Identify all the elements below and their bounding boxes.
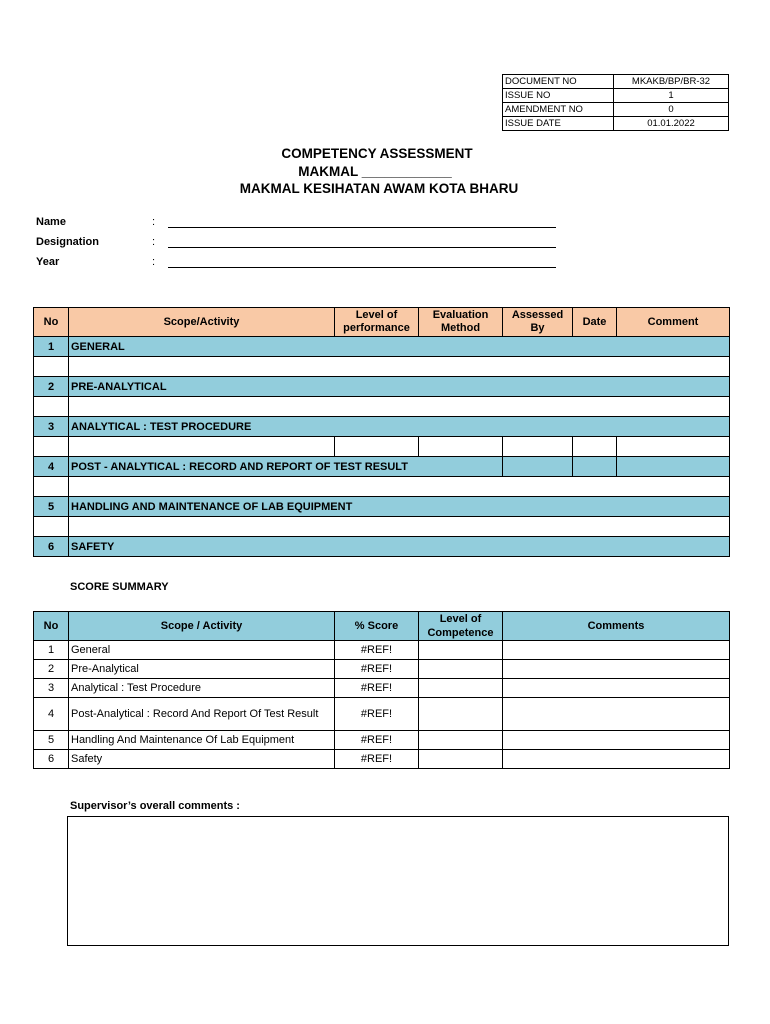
score-no: 6: [34, 750, 69, 769]
entry-cell[interactable]: [34, 517, 69, 537]
supervisor-comments-label: Supervisor’s overall comments :: [70, 800, 240, 812]
score-value: #REF!: [335, 750, 419, 769]
score-header-level: Level of Competence: [419, 612, 503, 641]
section-label: POST - ANALYTICAL : RECORD AND REPORT OF TEST RESULT: [69, 457, 503, 477]
score-value: #REF!: [335, 731, 419, 750]
organization-title: MAKMAL KESIHATAN AWAM KOTA BHARU: [239, 181, 519, 196]
level-cell[interactable]: [419, 698, 503, 731]
header-assessed: Assessed By: [503, 308, 573, 337]
document-info-table: [502, 74, 729, 131]
comments-cell[interactable]: [503, 641, 730, 660]
score-header-no: No: [34, 612, 69, 641]
entry-row: [34, 397, 730, 417]
name-label: Name: [36, 216, 66, 228]
colon: :: [152, 256, 156, 268]
section-no: 5: [34, 497, 69, 517]
colon: :: [152, 236, 156, 248]
section-no: 3: [34, 417, 69, 437]
score-summary-table: [33, 611, 730, 769]
score-no: 5: [34, 731, 69, 750]
entry-cell[interactable]: [34, 437, 69, 457]
section-no: 1: [34, 337, 69, 357]
score-header-row: [34, 612, 730, 641]
section-no: 4: [34, 457, 69, 477]
score-no: 2: [34, 660, 69, 679]
comments-cell[interactable]: [503, 660, 730, 679]
section-row: [34, 457, 730, 477]
doc-info-value: 01.01.2022: [614, 117, 729, 131]
entry-row: [34, 437, 730, 457]
score-row: [34, 679, 730, 698]
doc-info-row: [503, 75, 729, 89]
doc-info-row: [503, 89, 729, 103]
score-activity: Post-Analytical : Record And Report Of Test Result: [69, 698, 335, 731]
page-title: COMPETENCY ASSESSMENT: [281, 146, 473, 161]
doc-info-label: DOCUMENT NO: [503, 75, 614, 89]
score-header-score: % Score: [335, 612, 419, 641]
doc-info-label: ISSUE DATE: [503, 117, 614, 131]
score-row: [34, 660, 730, 679]
entry-cell[interactable]: [419, 437, 503, 457]
entry-cell[interactable]: [617, 437, 730, 457]
doc-info-value: 0: [614, 103, 729, 117]
designation-field: [36, 236, 556, 248]
entry-cell[interactable]: [69, 517, 730, 537]
score-value: #REF!: [335, 641, 419, 660]
doc-info-row: [503, 117, 729, 131]
section-no: 6: [34, 537, 69, 557]
score-activity: General: [69, 641, 335, 660]
section-label: PRE-ANALYTICAL: [69, 377, 730, 397]
section-label: HANDLING AND MAINTENANCE OF LAB EQUIPMENT: [69, 497, 730, 517]
header-comment: Comment: [617, 308, 730, 337]
section-cell: [503, 457, 573, 477]
section-row: [34, 417, 730, 437]
comments-cell[interactable]: [503, 750, 730, 769]
section-row: [34, 377, 730, 397]
entry-cell[interactable]: [69, 477, 730, 497]
supervisor-comments-box[interactable]: [67, 816, 729, 946]
score-header-comments: Comments: [503, 612, 730, 641]
header-method: Evaluation Method: [419, 308, 503, 337]
entry-row: [34, 357, 730, 377]
entry-cell[interactable]: [573, 437, 617, 457]
section-no: 2: [34, 377, 69, 397]
section-label: SAFETY: [69, 537, 730, 557]
level-cell[interactable]: [419, 641, 503, 660]
comments-cell[interactable]: [503, 698, 730, 731]
name-input-line[interactable]: [168, 217, 556, 228]
level-cell[interactable]: [419, 731, 503, 750]
score-value: #REF!: [335, 679, 419, 698]
colon: :: [152, 216, 156, 228]
score-no: 1: [34, 641, 69, 660]
section-row: [34, 337, 730, 357]
designation-input-line[interactable]: [168, 237, 556, 248]
score-value: #REF!: [335, 698, 419, 731]
section-row: [34, 497, 730, 517]
level-cell[interactable]: [419, 679, 503, 698]
section-cell: [617, 457, 730, 477]
doc-info-row: [503, 103, 729, 117]
comments-cell[interactable]: [503, 731, 730, 750]
score-no: 4: [34, 698, 69, 731]
table-header-row: [34, 308, 730, 337]
score-activity: Analytical : Test Procedure: [69, 679, 335, 698]
entry-cell[interactable]: [34, 477, 69, 497]
entry-row: [34, 517, 730, 537]
section-row: [34, 537, 730, 557]
year-label: Year: [36, 256, 60, 268]
score-row: [34, 641, 730, 660]
score-activity: Safety: [69, 750, 335, 769]
entry-cell[interactable]: [69, 397, 730, 417]
section-label: GENERAL: [69, 337, 730, 357]
score-activity: Pre-Analytical: [69, 660, 335, 679]
doc-info-value: 1: [614, 89, 729, 103]
section-label: ANALYTICAL : TEST PROCEDURE: [69, 417, 730, 437]
score-activity: Handling And Maintenance Of Lab Equipment: [69, 731, 335, 750]
level-cell[interactable]: [419, 750, 503, 769]
comments-cell[interactable]: [503, 679, 730, 698]
assessment-table: [33, 307, 730, 557]
level-cell[interactable]: [419, 660, 503, 679]
score-header-scope: Scope / Activity: [69, 612, 335, 641]
doc-info-label: ISSUE NO: [503, 89, 614, 103]
year-input-line[interactable]: [168, 257, 556, 268]
score-no: 3: [34, 679, 69, 698]
entry-row: [34, 477, 730, 497]
score-value: #REF!: [335, 660, 419, 679]
header-no: No: [34, 308, 69, 337]
section-cell: [573, 457, 617, 477]
header-date: Date: [573, 308, 617, 337]
header-scope: Scope/Activity: [69, 308, 335, 337]
doc-info-label: AMENDMENT NO: [503, 103, 614, 117]
entry-cell[interactable]: [69, 357, 730, 377]
entry-cell[interactable]: [69, 437, 335, 457]
entry-cell[interactable]: [335, 437, 419, 457]
name-field: [36, 216, 556, 228]
doc-info-value: MKAKB/BP/BR-32: [614, 75, 729, 89]
designation-label: Designation: [36, 236, 99, 248]
score-row: [34, 731, 730, 750]
score-summary-title: SCORE SUMMARY: [70, 581, 169, 593]
entry-cell[interactable]: [34, 357, 69, 377]
lab-name-line: MAKMAL ____________: [298, 164, 452, 179]
year-field: [36, 256, 556, 268]
entry-cell[interactable]: [503, 437, 573, 457]
score-row: [34, 698, 730, 731]
score-row: [34, 750, 730, 769]
header-level: Level of performance: [335, 308, 419, 337]
entry-cell[interactable]: [34, 397, 69, 417]
